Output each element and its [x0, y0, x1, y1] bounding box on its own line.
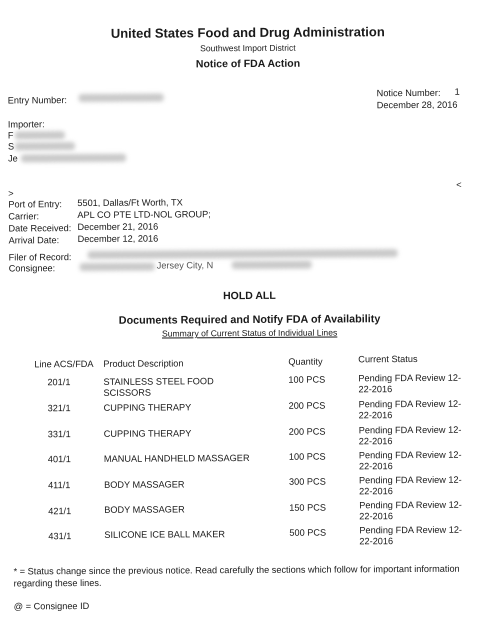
row-quantity: 200 PCS: [288, 426, 326, 437]
row-status: Pending FDA Review 12-22-2016: [358, 398, 462, 420]
hold-all-heading: HOLD ALL: [223, 289, 276, 303]
row-status: Pending FDA Review 12-22-2016: [359, 499, 462, 521]
row-line: 401/1: [47, 454, 71, 465]
importer-label: Importer:: [7, 119, 45, 130]
date-received-value: December 21, 2016: [77, 221, 159, 233]
district-name: Southwest Import District: [200, 42, 296, 54]
consignee-id-note: @ = Consignee ID: [13, 600, 90, 612]
row-status: Pending FDA Review 12-22-2016: [358, 424, 462, 446]
redacted-filer: [88, 249, 398, 259]
notice-title: Notice of FDA Action: [195, 57, 301, 71]
carrier-value: APL CO PTE LTD-NOL GROUP;: [77, 209, 211, 221]
arrival-date-value: December 12, 2016: [77, 233, 159, 245]
col-header-status: Current Status: [358, 353, 418, 365]
row-product: MANUAL HANDHELD MASSAGER: [103, 453, 250, 464]
row-line: 421/1: [48, 506, 72, 517]
redacted-importer-3: [21, 154, 126, 163]
row-product: BODY MASSAGER: [104, 504, 185, 515]
row-line: 331/1: [47, 429, 71, 440]
importer-line-1: F: [7, 130, 14, 141]
row-line: 201/1: [47, 377, 71, 388]
summary-heading: Summary of Current Status of Individual Lines: [161, 327, 338, 339]
notice-date: December 28, 2016: [376, 99, 458, 111]
row-product: BODY MASSAGER: [104, 479, 185, 490]
row-quantity: 100 PCS: [288, 374, 326, 385]
status-change-note: * = Status change since the previous notice. Read carefully the sections which follow for important information regarding these lines.: [13, 563, 460, 589]
port-of-entry-label: Port of Entry:: [8, 199, 62, 210]
port-of-entry-value: 5501, Dallas/Ft Worth, TX: [77, 197, 183, 209]
marker-right: <: [456, 179, 462, 190]
row-quantity: 500 PCS: [289, 527, 327, 538]
row-status: Pending FDA Review 12-22-2016: [358, 474, 462, 496]
col-header-product: Product Description: [103, 358, 184, 369]
row-line: 431/1: [48, 531, 72, 542]
redacted-consignee-2: [232, 261, 312, 269]
redacted-importer-1: [15, 131, 65, 139]
row-line: 321/1: [47, 403, 71, 414]
importer-line-3: Je: [8, 153, 18, 164]
marker-left: >: [8, 188, 14, 199]
row-product: STAINLESS STEEL FOOD SCISSORS: [103, 376, 214, 398]
row-line: 411/1: [48, 480, 71, 491]
redacted-entry-number: [79, 94, 164, 103]
col-header-quantity: Quantity: [288, 356, 323, 367]
notice-number-label: Notice Number:: [376, 87, 441, 99]
consignee-partial: Jersey City, N: [156, 260, 214, 271]
col-header-line: Line ACS/FDA: [34, 358, 94, 370]
carrier-label: Carrier:: [8, 211, 40, 222]
redacted-importer-2: [15, 142, 75, 150]
arrival-date-label: Arrival Date:: [8, 235, 60, 246]
entry-number-label: Entry Number:: [7, 95, 67, 106]
documents-required-heading: Documents Required and Notify FDA of Availability: [118, 313, 381, 327]
row-quantity: 200 PCS: [288, 400, 326, 411]
notice-number-value: 1: [454, 86, 460, 97]
row-status: Pending FDA Review 12-22-2016: [359, 524, 463, 546]
row-status: Pending FDA Review 12-22-2016: [358, 372, 462, 394]
row-quantity: 300 PCS: [289, 476, 326, 487]
filer-of-record-label: Filer of Record:: [8, 252, 72, 263]
row-quantity: 100 PCS: [288, 451, 326, 462]
date-received-label: Date Received:: [8, 223, 72, 234]
consignee-label: Consignee:: [8, 263, 56, 274]
row-product: CUPPING THERAPY: [103, 428, 192, 439]
row-product: SILICONE ICE BALL MAKER: [104, 529, 226, 540]
row-quantity: 150 PCS: [289, 502, 327, 513]
row-product: CUPPING THERAPY: [103, 402, 192, 413]
agency-title: United States Food and Drug Administration: [110, 24, 385, 41]
importer-line-2: S: [7, 141, 15, 152]
row-status: Pending FDA Review 12-22-2016: [358, 449, 462, 471]
redacted-consignee-1: [80, 263, 155, 271]
